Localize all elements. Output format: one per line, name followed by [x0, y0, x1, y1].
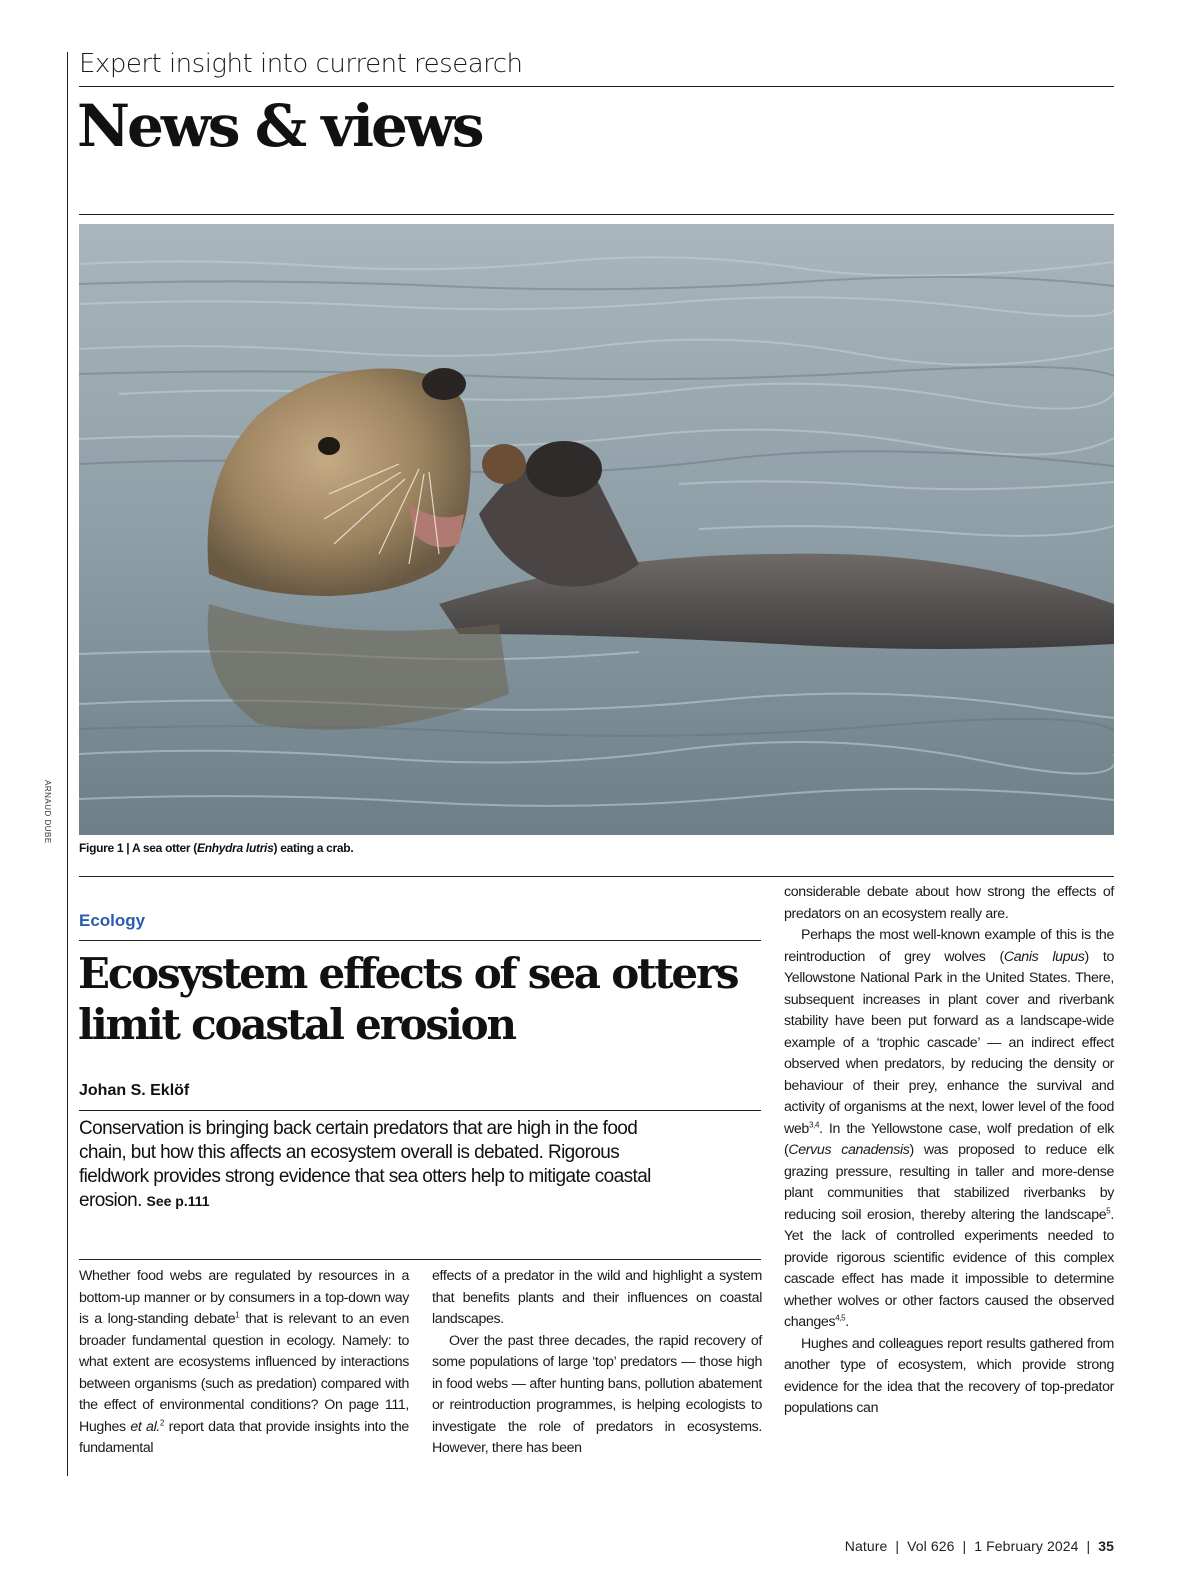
header-rule: [79, 86, 1114, 87]
body-paragraph: considerable debate about how strong the effects of predators on an ecosystem really are.: [784, 884, 1114, 922]
body-paragraph: Perhaps the most well-known example of this is the reintroduction of grey wolves (Canis lupus) to Yellowstone National Park in the United States. There, subsequent increases in plant cover and riverbank stability have been put forward as a landscape-wide example of a ‘trophic cascade’ — an indirect effect observed when predators, by reducing the density or behaviour of their prey, enhance the survival and activity of organisms at the next, lower level of the food web$^{3,4}$. In the Yellowstone case, wolf predation of elk (Cervus canadensis) was proposed to reduce elk grazing pressure, resulting in taller and more-dense plant communities that stabilized riverbanks by reducing soil erosion, thereby altering the landscape$^5$. Yet the lack of controlled experiments needed to provide rigorous scientific evidence of this complex cascade effect has made it impossible to determine whether wolves or other factors caused the observed changes$^{4,5}$.: [784, 927, 1114, 1330]
body-paragraph: effects of a predator in the wild and highlight a system that benefits plants and their influences on coastal landscapes.: [432, 1268, 762, 1327]
reference-5[interactable]: 5: [1106, 1205, 1111, 1215]
body-paragraph: Whether food webs are regulated by resources in a bottom-up manner or by consumers in a top-down way is a long-standing debate$^1$ that is relevant to an even broader fundamental question in ecology. Namely: to what extent are ecosystems influenced by interactions between organisms (such as predation) compared with the effect of environmental conditions? On page 111, Hughes et al.$^2$ report data that provide insights into the fundamental: [79, 1268, 409, 1456]
reference-1[interactable]: 1: [235, 1310, 240, 1320]
reference-4-5[interactable]: 4,5: [835, 1313, 846, 1323]
article-author: Johan S. Eklöf: [79, 1082, 190, 1099]
page-number: 35: [1098, 1538, 1114, 1554]
body-column-3: [784, 882, 1114, 1420]
topic-label: Ecology: [79, 911, 146, 930]
section-rule: [79, 214, 1114, 215]
reference-3-4[interactable]: 3,4: [808, 1119, 820, 1129]
sea-otter-photo: [79, 224, 1114, 835]
body-column-1: [79, 1266, 409, 1460]
body-rule: [79, 1259, 761, 1260]
body-paragraph: Over the past three decades, the rapid recovery of some populations of large ‘top’ predators — those high in food webs — after hunting bans, pollution abatement or reintroduction programmes, is helping ecologists to investigate the role of predators in ecosystems. However, there has been: [432, 1332, 762, 1456]
article-headline: Ecosystem effects of sea otters limit coastal erosion: [78, 949, 738, 1049]
body-paragraph: Hughes and colleagues report results gathered from another type of ecosystem, which provide strong evidence for the idea that the recovery of top-predator populations can: [784, 1335, 1114, 1416]
page-footer: Nature | Vol 626 | 1 February 2024 | 35: [844, 1538, 1114, 1554]
article-standfirst: Conservation is bringing back certain predators that are high in the food chain, but how this affects an ecosystem overall is debated. Rigorous fieldwork provides strong evidence that sea otters help to mitigate coastal erosion. See p.111: [79, 1118, 651, 1211]
reference-2[interactable]: 2: [159, 1417, 165, 1427]
author-rule: [79, 1110, 761, 1111]
left-margin-rule: [67, 52, 68, 1476]
see-page-link[interactable]: See p.111: [146, 1193, 210, 1209]
photo-credit: ARNAUD DUBE: [43, 780, 52, 844]
topic-rule: [79, 940, 761, 941]
figure-caption: Figure 1 | A sea otter (Enhydra lutris) eating a crab.: [79, 841, 354, 855]
body-column-2: [432, 1266, 762, 1460]
section-title: News & views: [77, 92, 482, 160]
caption-rule: [79, 876, 1114, 877]
section-kicker: Expert insight into current research: [79, 49, 523, 79]
